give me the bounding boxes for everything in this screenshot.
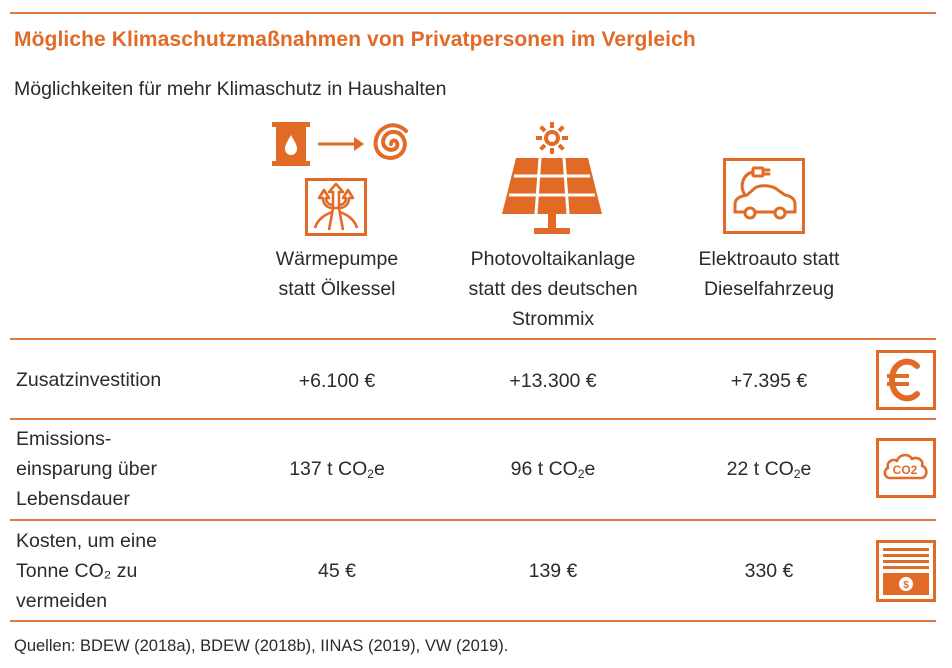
oil-barrel-icon — [272, 122, 310, 166]
page-title: Mögliche Klimaschutzmaßnahmen von Privatpersonen im Vergleich — [14, 28, 696, 51]
heat-pump-box-icon — [305, 178, 367, 236]
table-cell: +13.300 € — [509, 370, 597, 392]
row-label-investment: Zusatzinvestition — [16, 369, 162, 391]
row-label-emissions: Emissions- einsparung über Lebensdauer — [16, 428, 157, 510]
electric-car-icon — [723, 158, 805, 234]
header-divider — [10, 338, 936, 340]
bottom-divider — [10, 620, 936, 622]
page-subtitle: Möglichkeiten für mehr Klimaschutz in Haushalten — [14, 78, 447, 100]
table-cell: 330 € — [744, 560, 794, 582]
table-cell: 96 t $CO_2e$ — [510, 458, 596, 481]
table-cell: 22 t $CO_2e$ — [726, 458, 812, 481]
row-divider — [10, 418, 936, 420]
column-label-photovoltaic: Photovoltaikanlage statt des deutschen Strommix — [468, 248, 638, 330]
row-divider — [10, 519, 936, 521]
arrow-right-icon — [318, 136, 364, 152]
money-stack-icon — [876, 540, 936, 602]
source-footnote: Quellen: BDEW (2018a), BDEW (2018b), IINAS (2019), VW (2019). — [14, 637, 509, 655]
solar-panel-icon — [502, 158, 602, 236]
sun-icon — [536, 122, 568, 154]
table-cell: 139 € — [528, 560, 578, 582]
table-cell: 45 € — [318, 560, 356, 582]
svg-text:CO2: CO2 — [892, 463, 918, 477]
euro-icon — [876, 350, 936, 410]
svg-text:$: $ — [903, 580, 909, 591]
heat-swirl-icon — [368, 120, 414, 168]
row-label-cost-per-ton: Kosten, um eine Tonne CO₂ zu vermeiden — [16, 530, 157, 612]
table-cell: 137 t $CO_2e$ — [289, 458, 385, 481]
top-rule — [10, 12, 936, 14]
table-cell: +6.100 € — [298, 370, 376, 392]
column-label-heat-pump: Wärmepumpe statt Ölkessel — [275, 248, 399, 300]
column-label-electric-car: Elektroauto statt Dieselfahrzeug — [698, 248, 840, 300]
table-cell: +7.395 € — [730, 370, 808, 392]
co2-cloud-icon — [876, 438, 936, 498]
